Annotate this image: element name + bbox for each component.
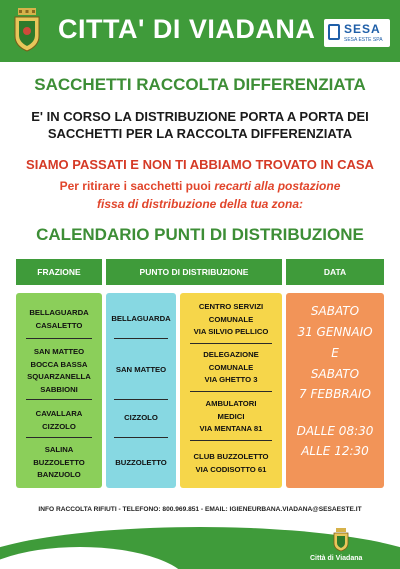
- instruction-text: [0, 177, 400, 213]
- indirizzo-cell: [180, 301, 282, 339]
- indirizzo-cell: [180, 398, 282, 436]
- frazione-cell: [16, 444, 102, 482]
- punto-cell: BELLAGUARDA: [111, 314, 171, 323]
- indirizzo-line: DELEGAZIONE: [203, 350, 259, 359]
- frazione-name: SALINA: [44, 445, 74, 454]
- sesa-logo-subtext: SESA ESTE SPA: [344, 37, 383, 43]
- time-from: DALLE 08:30: [296, 424, 374, 438]
- punto-cell: CIZZOLO: [124, 413, 158, 422]
- date-day-2: SABATO: [310, 367, 360, 381]
- divider: [190, 440, 272, 441]
- divider: [114, 338, 168, 339]
- frazione-name: BANZUOLO: [37, 470, 81, 479]
- divider: [190, 343, 272, 344]
- sesa-logo-text: SESA: [344, 22, 381, 36]
- frazione-cell: [16, 346, 102, 396]
- footer-city-label: Città di Viadana: [310, 555, 363, 562]
- date-day-1: SABATO: [310, 304, 360, 318]
- divider: [190, 391, 272, 392]
- indirizzo-cell: [180, 451, 282, 476]
- sesa-logo-icon: [328, 24, 340, 40]
- instruction-part-1: Per ritirare i sacchetti puoi: [59, 179, 215, 193]
- frazione-name: CIZZOLO: [42, 421, 76, 431]
- punto-cell: BUZZOLETTO: [115, 458, 167, 467]
- date-1: 31 GENNAIO: [297, 325, 373, 339]
- date-conjunction: E: [331, 346, 339, 360]
- frazione-name: CAVALLARA: [35, 409, 83, 418]
- indirizzo-line: COMUNALE: [208, 314, 254, 324]
- indirizzo-line: VIA GHETTO 3: [204, 375, 258, 384]
- divider: [26, 338, 92, 339]
- indirizzo-line: MEDICI: [217, 411, 245, 421]
- main-heading: SACCHETTI RACCOLTA DIFFERENZIATA: [34, 75, 366, 94]
- absence-notice: SIAMO PASSATI E NON TI ABBIAMO TROVATO IN CASA: [26, 157, 374, 172]
- indirizzo-line: VIA SILVIO PELLICO: [193, 327, 269, 336]
- column-header-data: DATA: [286, 259, 384, 285]
- frazione-name: BELLAGUARDA: [29, 308, 89, 317]
- sesa-logo: [324, 19, 390, 47]
- indirizzo-line: CLUB BUZZOLETTO: [193, 452, 269, 461]
- indirizzo-line: CENTRO SERVIZI: [198, 302, 264, 311]
- column-header-frazione: FRAZIONE: [16, 259, 102, 285]
- frazione-name: SQUARZANELLA: [27, 372, 91, 381]
- punto-cell: SAN MATTEO: [115, 365, 167, 374]
- divider: [26, 399, 92, 400]
- calendar-heading: CALENDARIO PUNTI DI DISTRIBUZIONE: [36, 225, 364, 244]
- footer-contact-info: INFO RACCOLTA RIFIUTI - TELEFONO: 800.969.851 - EMAIL: IGIENEURBANA.VIADANA@SESAESTE.IT: [38, 506, 362, 513]
- notice-text: [0, 108, 400, 142]
- indirizzo-line: COMUNALE: [208, 362, 254, 372]
- header-bar: [0, 0, 400, 62]
- frazione-name: CASALETTO: [35, 320, 83, 330]
- indirizzo-line: AMBULATORI: [205, 399, 257, 408]
- frazione-cell: [16, 307, 102, 332]
- notice-line-2: SACCHETTI PER LA RACCOLTA DIFFERENZIATA: [47, 126, 353, 141]
- indirizzo-line: VIA CODISOTTO 61: [195, 464, 267, 474]
- footer-crest-icon: [332, 528, 350, 552]
- date-2: 7 FEBBRAIO: [299, 387, 371, 401]
- frazione-name: BUZZOLETTO: [33, 457, 85, 467]
- header-title: CITTA' DI VIADANA: [58, 14, 316, 44]
- notice-line-1: E' IN CORSO LA DISTRIBUZIONE PORTA A PORTA DEI: [31, 109, 369, 124]
- city-crest-icon: [12, 8, 42, 52]
- divider: [26, 437, 92, 438]
- indirizzo-cell: [180, 349, 282, 387]
- time-to: ALLE 12:30: [301, 444, 369, 458]
- indirizzo-line: VIA MENTANA 81: [199, 424, 263, 433]
- frazione-name: BOCCA BASSA: [30, 359, 88, 369]
- column-header-punto: PUNTO DI DISTRIBUZIONE: [106, 259, 282, 285]
- frazione-name: SAN MATTEO: [33, 347, 85, 356]
- divider: [114, 399, 168, 400]
- instruction-line-2: fissa di distribuzione della tua zona:: [96, 197, 304, 211]
- frazione-name: SABBIONI: [40, 384, 78, 394]
- frazione-cell: [16, 408, 102, 433]
- divider: [114, 437, 168, 438]
- instruction-part-2: recarti alla postazione: [214, 179, 341, 193]
